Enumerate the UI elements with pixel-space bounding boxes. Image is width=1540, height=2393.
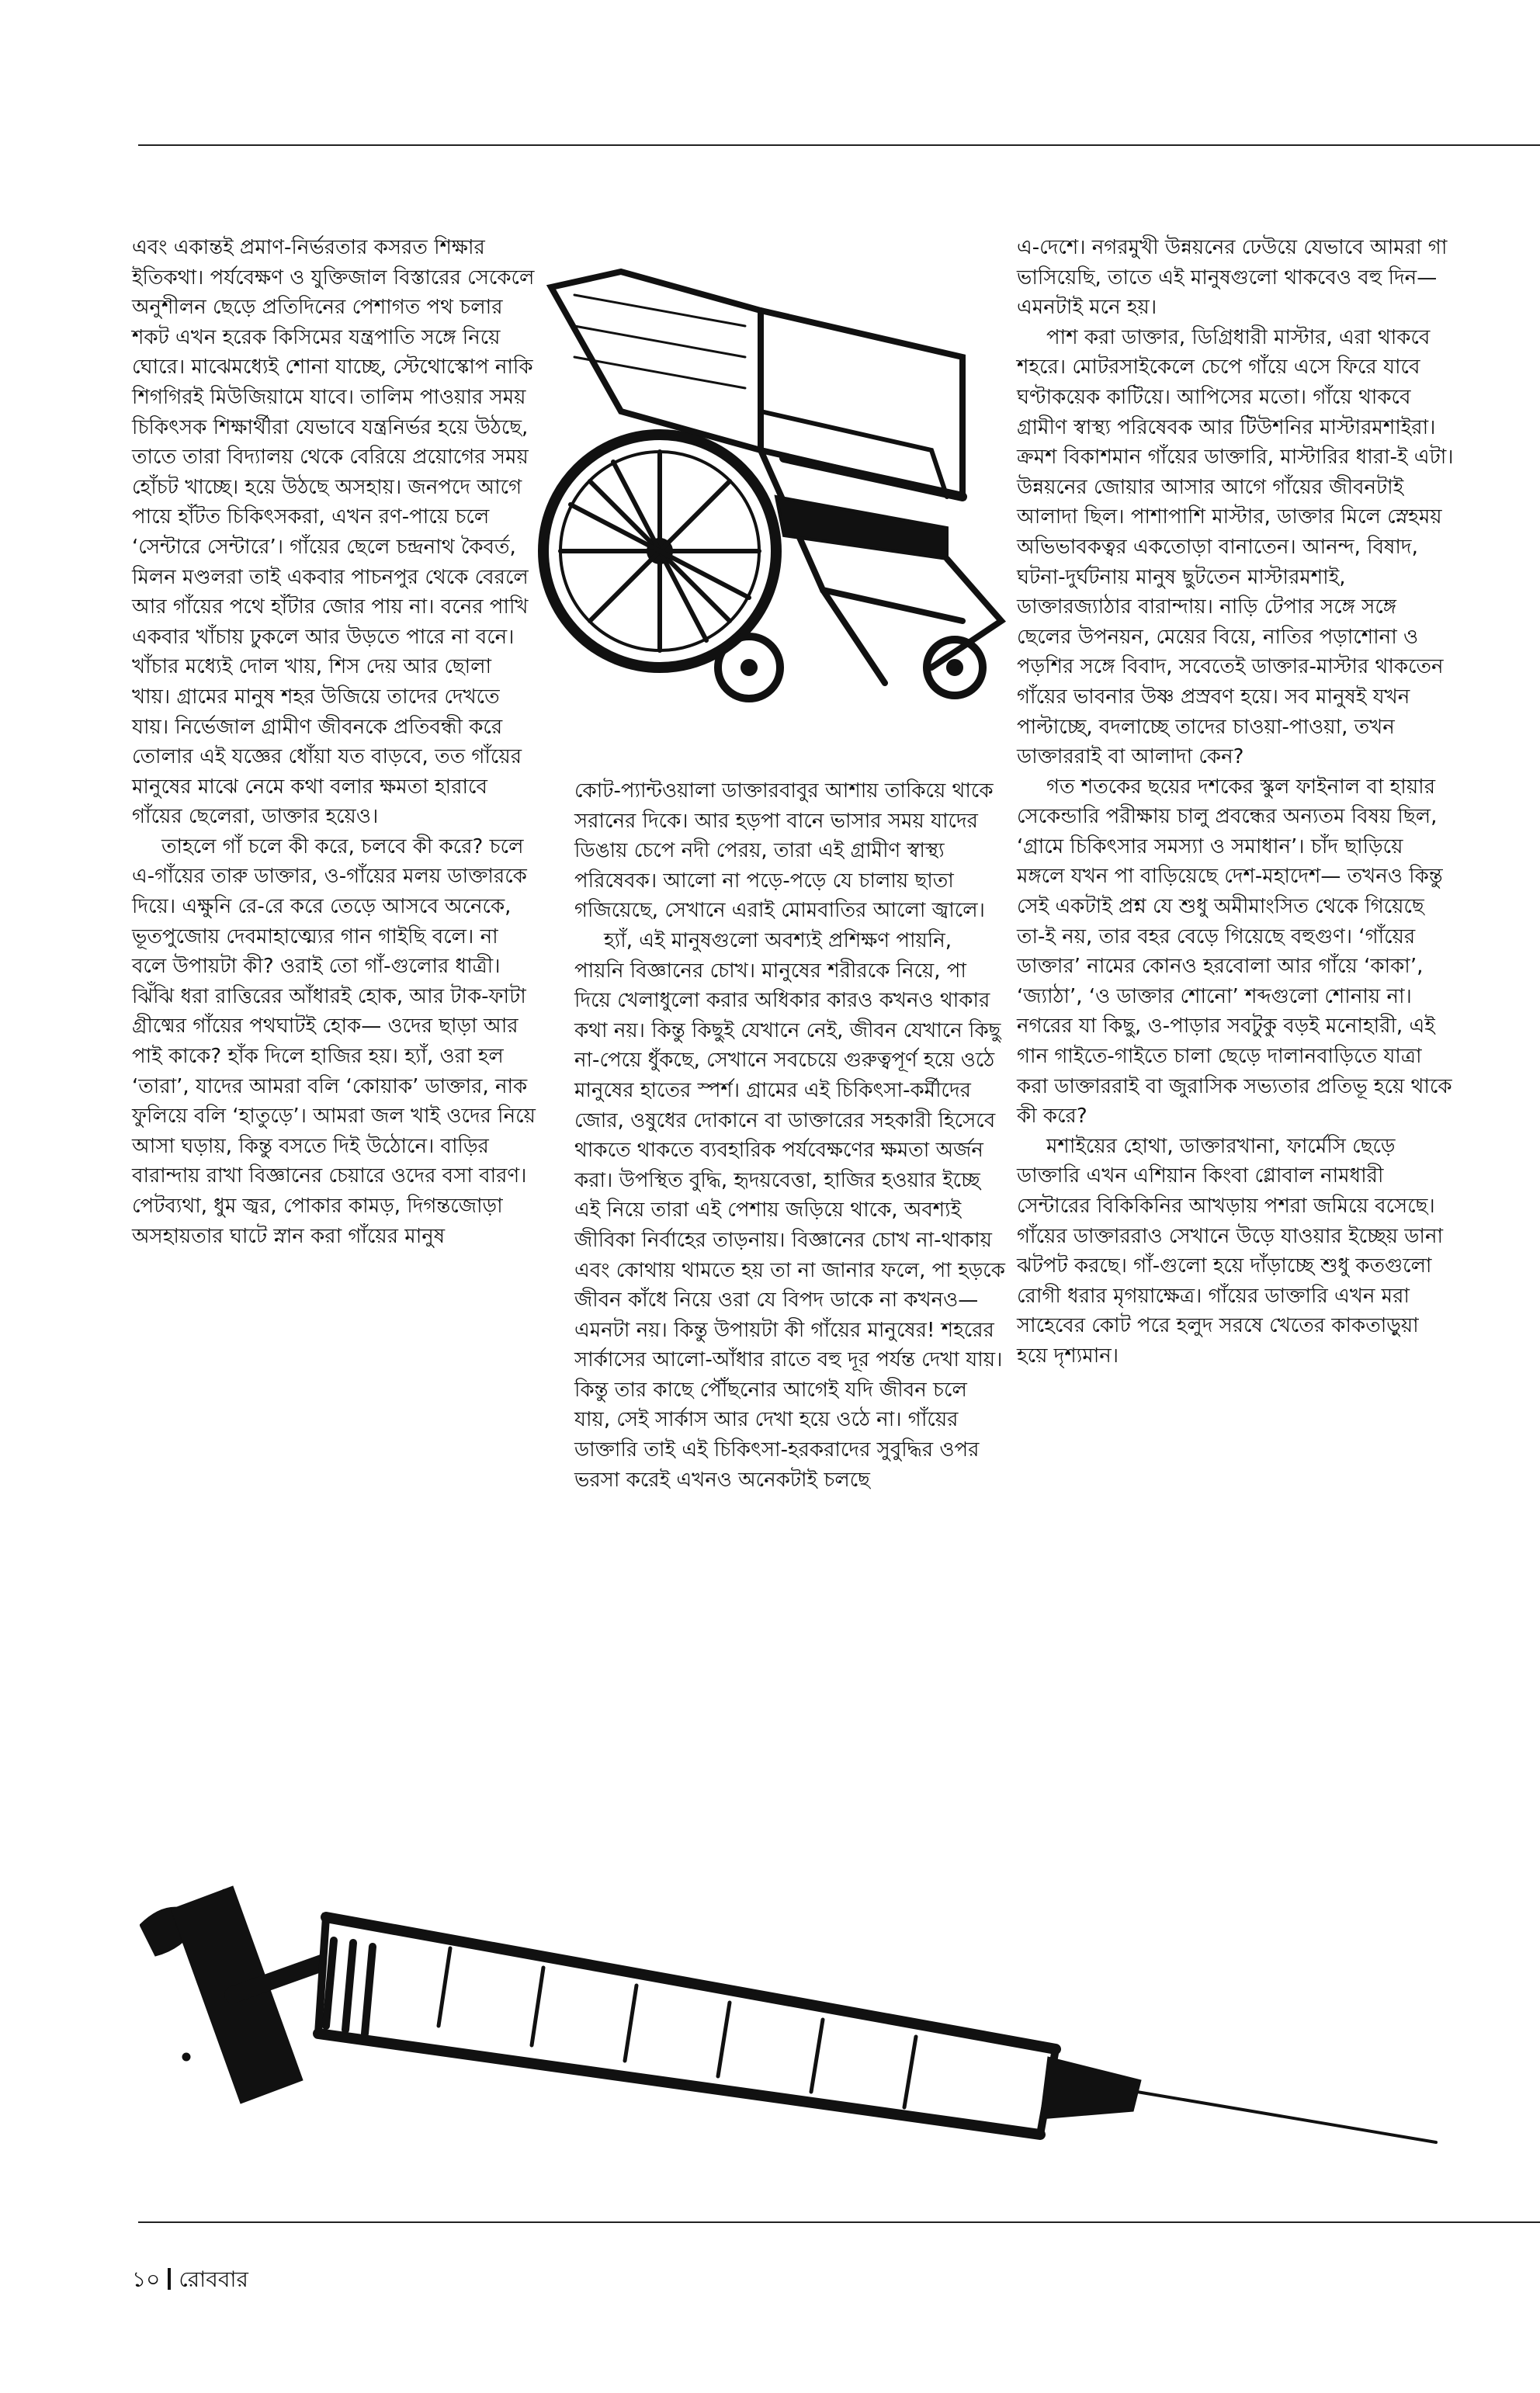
page-folio	[132, 2263, 248, 2299]
paragraph: তাহলে গাঁ চলে কী করে, চলবে কী করে? চলে এ-গাঁয়ের তারু ডাক্তার, ও-গাঁয়ের মলয় ডাক্তারকে দিয়ে। এক্ষুনি রে-রে করে তেড়ে আসবে অনেকে, ভূতপুজোয় দেবমাহাত্ম্যের গান গাইছি বলে। না বলে উপায়টা কী? ওরাই তো গাঁ-গুলোর ধাত্রী। ঝিঁঝি ধরা রাত্তিরের আঁধারই হোক, আর টাক-ফাটা গ্রীষ্মের গাঁয়ের পথঘাটই হোক— ওদের ছাড়া আর পাই কাকে? হাঁক দিলে হাজির হয়। হ্যাঁ, ওরা হল ‘তারা’, যাদের আমরা বলি ‘কোয়াক’ ডাক্তার, নাক ফুলিয়ে বলি ‘হাতুড়ে’। আমরা জল খাই ওদের নিয়ে আসা ঘড়ায়, কিন্তু বসতে দিই উঠোনে। বাড়ির বারান্দায় রাখা বিজ্ঞানের চেয়ারে ওদের বসা বারণ। পেটব্যথা, ধুম জ্বর, পোকার কামড়, দিগন্তজোড়া অসহায়তার ঘাটে স্নান করা গাঁয়ের মানুষ	[132, 834, 536, 1248]
paragraph: এ-দেশে। নগরমুখী উন্নয়নের ঢেউয়ে যেভাবে আমরা গা ভাসিয়েছি, তাতে এই মানুষগুলো থাকবেও বহু দিন— এমনটাই মনে হয়।	[1017, 236, 1448, 320]
paragraph: পাশ করা ডাক্তার, ডিগ্রিধারী মাস্টার, এরা থাকবে শহরে। মোটরসাইকেলে চেপে গাঁয়ে এসে ফিরে যাবে ঘণ্টাকয়েক কাটিয়ে। আপিসের মতো। গাঁয়ে থাকবে গ্রামীণ স্বাস্থ্য পরিষেবক আর টিউশনির মাস্টারমশাইরা। ক্রমশ বিকাশমান গাঁয়ের ডাক্তারি, মাস্টারির ধারা-ই এটা। উন্নয়নের জোয়ার আসার আগে গাঁয়ের জীবনটাই আলাদা ছিল। পাশাপাশি মাস্টার, ডাক্তার মিলে স্নেহময় অভিভাবকত্বর একতোড়া বানাতেন। আনন্দ, বিষাদ, ঘটনা-দুর্ঘটনায় মানুষ ছুটতেন মাস্টারমশাই, ডাক্তারজ্যাঠার বারান্দায়। নাড়ি টেপার সঙ্গে সঙ্গে ছেলের উপনয়ন, মেয়ের বিয়ে, নাতির পড়াশোনা ও পড়শির সঙ্গে বিবাদ, সবেতেই ডাক্তার-মাস্টার থাকতেন গাঁয়ের ভাবনার উষ্ণ প্রস্রবণ হয়ে। সব মানুষই যখন পাল্টাচ্ছে, বদলাচ্ছে তাদের চাওয়া-পাওয়া, তখন ডাক্তাররাই বা আলাদা কেন?	[1017, 325, 1454, 769]
paragraph: মশাইয়ের হোথা, ডাক্তারখানা, ফার্মেসি ছেড়ে ডাক্তারি এখন এশিয়ান কিংবা গ্লোবাল নামধারী সেন্টারের বিকিকিনির আখড়ায় পশরা জমিয়ে বসেছে। গাঁয়ের ডাক্তাররাও সেখানে উড়ে যাওয়ার ইচ্ছেয় ডানা ঝটপট করছে। গাঁ-গুলো হয়ে দাঁড়াচ্ছে শুধু কতগুলো রোগী ধরার মৃগয়াক্ষেত্র। গাঁয়ের ডাক্তারি এখন মরা সাহেবের কোট পরে হলুদ সরষে খেতের কাকতাড়ুয়া হয়ে দৃশ্যমান।	[1017, 1134, 1443, 1368]
paragraph: হ্যাঁ, এই মানুষগুলো অবশ্যই প্রশিক্ষণ পায়নি, পায়নি বিজ্ঞানের চোখ। মানুষের শরীরকে নিয়ে, পা দিয়ে খেলাধুলো করার অধিকার কারও কখনও থাকার কথা নয়। কিন্তু কিছুই যেখানে নেই, জীবন যেখানে কিছু না-পেয়ে ধুঁকছে, সেখানে সবচেয়ে গুরুত্বপূর্ণ হয়ে ওঠে মানুষের হাতের স্পর্শ। গ্রামের এই চিকিৎসা-কর্মীদের জোর, ওষুধের দোকানে বা ডাক্তারের সহকারী হিসেবে থাকতে থাকতে ব্যবহারিক পর্যবেক্ষণের ক্ষমতা অর্জন করা। উপস্থিত বুদ্ধি, হৃদয়বেত্তা, হাজির হওয়ার ইচ্ছে এই নিয়ে তারা এই পেশায় জড়িয়ে থাকে, অবশ্যই জীবিকা নির্বাহের তাড়নায়। বিজ্ঞানের চোখ না-থাকায় এবং কোথায় থামতে হয় তা না জানার ফলে, পা হড়কে জীবন কাঁধে নিয়ে ওরা যে বিপদ ডাকে না কখনও— এমনটা নয়। কিন্তু উপায়টা কী গাঁয়ের মানুষের! শহরের সার্কাসের আলো-আঁধার রাতে বহু দূর পর্যন্ত দেখা যায়। কিন্তু তার কাছে পৌঁছনোর আগেই যদি জীবন চলে যায়, সেই সার্কাস আর দেখা হয়ে ওঠে না। গাঁয়ের ডাক্তারি তাই এই চিকিৎসা-হরকরাদের সুবুদ্ধির ওপর ভরসা করেই এখনও অনেকটাই চলছে	[574, 928, 1005, 1492]
syringe-illustration	[140, 1801, 1444, 2166]
paragraph: কোট-প্যান্টওয়ালা ডাক্তারবাবুর আশায় তাকিয়ে থাকে সরানের দিকে। আর হড়পা বানে ভাসার সময় যাদের ডিঙায় চেপে নদী পেরয়, তারা এই গ্রামীণ স্বাস্থ্য পরিষেবক। আলো না পড়ে-পড়ে যে চালায় ছাতা গজিয়েছে, সেখানে এরাই মোমবাতির আলো জ্বালে।	[574, 779, 994, 923]
page-number: ১০	[132, 2266, 161, 2292]
magazine-name: রোববার	[179, 2266, 248, 2292]
wheelchair-illustration	[528, 264, 1009, 730]
folio-separator	[168, 2268, 171, 2290]
article-column-1	[132, 233, 536, 1251]
article-column-2	[574, 776, 1005, 1495]
header-rule	[138, 144, 1540, 146]
paragraph: এবং একান্তই প্রমাণ-নির্ভরতার কসরত শিক্ষার ইতিকথা। পর্যবেক্ষণ ও যুক্তিজাল বিস্তারের সেকেলে অনুশীলন ছেড়ে প্রতিদিনের পেশাগত পথ চলার শকট এখন হরেক কিসিমের যন্ত্রপাতি সঙ্গে নিয়ে ঘোরে। মাঝেমধ্যেই শোনা যাচ্ছে, স্টেথোস্কোপ নাকি শিগগিরই মিউজিয়ামে যাবে। তালিম পাওয়ার সময় চিকিৎসক শিক্ষার্থীরা যেভাবে যন্ত্রনির্ভর হয়ে উঠছে, তাতে তারা বিদ্যালয় থেকে বেরিয়ে প্রয়োগের সময় হোঁচট খাচ্ছে। হয়ে উঠছে অসহায়। জনপদে আগে পায়ে হাঁটত চিকিৎসকরা, এখন রণ-পায়ে চলে ‘সেন্টারে সেন্টারে’। গাঁয়ের ছেলে চন্দ্রনাথ কৈবর্ত, মিলন মণ্ডলরা তাই একবার পাচনপুর থেকে বেরলে আর গাঁয়ের পথে হাঁটার জোর পায় না। বনের পাখি একবার খাঁচায় ঢুকলে আর উড়তে পারে না বনে। খাঁচার মধ্যেই দোল খায়, শিস দেয় আর ছোলা খায়। গ্রামের মানুষ শহর উজিয়ে তাদের দেখতে যায়। নির্ভেজাল গ্রামীণ জীবনকে প্রতিবন্ধী করে তোলার এই যজ্ঞের ধোঁয়া যত বাড়বে, তত গাঁয়ের মানুষের মাঝে নেমে কথা বলার ক্ষমতা হারাবে গাঁয়ের ছেলেরা, ডাক্তার হয়েও।	[132, 236, 535, 829]
paragraph: গত শতকের ছয়ের দশকের স্কুল ফাইনাল বা হায়ার সেকেন্ডারি পরীক্ষায় চালু প্রবন্ধের অন্যতম বিষয় ছিল, ‘গ্রামে চিকিৎসার সমস্যা ও সমাধান’। চাঁদ ছাড়িয়ে মঙ্গলে যখন পা বাড়িয়েছে দেশ-মহাদেশ— তখনও কিন্তু সেই একটাই প্রশ্ন যে শুধু অমীমাংসিত থেকে গিয়েছে তা-ই নয়, তার বহর বেড়ে গিয়েছে বহুগুণ। ‘গাঁয়ের ডাক্তার’ নামের কোনও হরবোলা আর গাঁয়ে ‘কাকা’, ‘জ্যাঠা’, ‘ও ডাক্তার শোনো’ শব্দগুলো শোনায় না। নগরের যা কিছু, ও-পাড়ার সবটুকু বড়ই মনোহারী, এই গান গাইতে-গাইতে চালা ছেড়ে দালানবাড়িতে যাত্রা করা ডাক্তাররাই বা জুরাসিক সভ্যতার প্রতিভূ হয়ে থাকে কী করে?	[1017, 775, 1452, 1129]
article-column-3	[1017, 233, 1455, 1372]
footer-rule	[138, 2221, 1540, 2223]
